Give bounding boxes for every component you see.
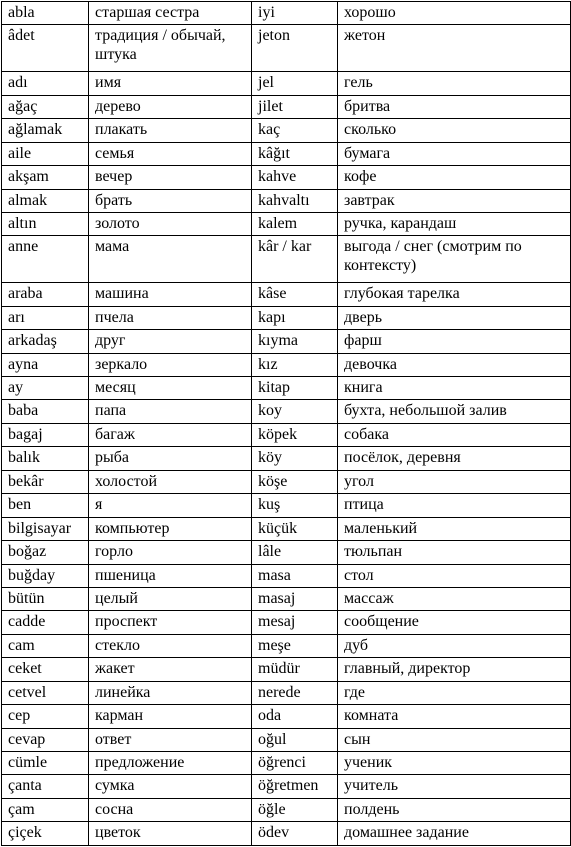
russian-translation-cell: плакать <box>89 119 252 142</box>
russian-translation-cell: предложение <box>89 752 252 775</box>
turkish-word-cell: ben <box>2 494 89 517</box>
turkish-word-cell: altın <box>2 212 89 235</box>
russian-translation-cell: пчела <box>89 306 252 329</box>
table-row <box>2 775 571 798</box>
russian-translation-cell: вечер <box>89 166 252 189</box>
russian-translation-cell: бухта, небольшой залив <box>338 400 571 423</box>
turkish-word-cell: öğretmen <box>252 775 338 798</box>
turkish-word-cell: abla <box>2 2 89 25</box>
russian-translation-cell: дверь <box>338 306 571 329</box>
turkish-word-cell: öğrenci <box>252 752 338 775</box>
turkish-word-cell: buğday <box>2 564 89 587</box>
russian-translation-cell: традиция / обычай, штука <box>89 25 252 72</box>
table-row <box>2 142 571 165</box>
turkish-word-cell: baba <box>2 400 89 423</box>
russian-translation-cell: горло <box>89 541 252 564</box>
russian-translation-cell: кофе <box>338 166 571 189</box>
russian-translation-cell: семья <box>89 142 252 165</box>
russian-translation-cell: комната <box>338 705 571 728</box>
russian-translation-cell: бритва <box>338 95 571 118</box>
russian-translation-cell: ручка, карандаш <box>338 212 571 235</box>
table-row <box>2 705 571 728</box>
russian-translation-cell: дерево <box>89 95 252 118</box>
turkish-word-cell: âdet <box>2 25 89 72</box>
russian-translation-cell: старшая сестра <box>89 2 252 25</box>
turkish-word-cell: oda <box>252 705 338 728</box>
table-row <box>2 517 571 540</box>
russian-translation-cell: бумага <box>338 142 571 165</box>
turkish-word-cell: bekâr <box>2 470 89 493</box>
turkish-word-cell: köy <box>252 447 338 470</box>
turkish-word-cell: aile <box>2 142 89 165</box>
turkish-word-cell: jeton <box>252 25 338 72</box>
russian-translation-cell: сын <box>338 728 571 751</box>
turkish-word-cell: küçük <box>252 517 338 540</box>
turkish-word-cell: jel <box>252 72 338 95</box>
turkish-word-cell: bagaj <box>2 423 89 446</box>
russian-translation-cell: гель <box>338 72 571 95</box>
table-row <box>2 470 571 493</box>
table-row <box>2 447 571 470</box>
russian-translation-cell: сколько <box>338 119 571 142</box>
russian-translation-cell: девочка <box>338 353 571 376</box>
turkish-word-cell: bütün <box>2 587 89 610</box>
table-row <box>2 25 571 72</box>
russian-translation-cell: полдень <box>338 798 571 821</box>
turkish-word-cell: ağaç <box>2 95 89 118</box>
table-row <box>2 166 571 189</box>
russian-translation-cell: проспект <box>89 611 252 634</box>
turkish-word-cell: kuş <box>252 494 338 517</box>
turkish-word-cell: kâr / kar <box>252 236 338 283</box>
turkish-word-cell: kâse <box>252 283 338 306</box>
turkish-word-cell: iyi <box>252 2 338 25</box>
russian-translation-cell: целый <box>89 587 252 610</box>
russian-translation-cell: птица <box>338 494 571 517</box>
russian-translation-cell: домашнее задание <box>338 822 571 846</box>
russian-translation-cell: посёлок, деревня <box>338 447 571 470</box>
table-row <box>2 353 571 376</box>
turkish-word-cell: cam <box>2 634 89 657</box>
turkish-word-cell: adı <box>2 72 89 95</box>
turkish-word-cell: ceket <box>2 658 89 681</box>
table-row <box>2 400 571 423</box>
russian-translation-cell: мама <box>89 236 252 283</box>
turkish-word-cell: kalem <box>252 212 338 235</box>
table-row <box>2 377 571 400</box>
turkish-word-cell: meşe <box>252 634 338 657</box>
turkish-word-cell: jilet <box>252 95 338 118</box>
table-row <box>2 587 571 610</box>
turkish-word-cell: oğul <box>252 728 338 751</box>
russian-translation-cell: холостой <box>89 470 252 493</box>
russian-translation-cell: сообщение <box>338 611 571 634</box>
turkish-word-cell: köpek <box>252 423 338 446</box>
russian-translation-cell: ответ <box>89 728 252 751</box>
russian-translation-cell: компьютер <box>89 517 252 540</box>
turkish-word-cell: kaç <box>252 119 338 142</box>
table-row <box>2 95 571 118</box>
russian-translation-cell: где <box>338 681 571 704</box>
table-row <box>2 189 571 212</box>
russian-translation-cell: завтрак <box>338 189 571 212</box>
turkish-word-cell: boğaz <box>2 541 89 564</box>
turkish-word-cell: köşe <box>252 470 338 493</box>
turkish-word-cell: ayna <box>2 353 89 376</box>
russian-translation-cell: выгода / снег (смотрим по контексту) <box>338 236 571 283</box>
russian-translation-cell: багаж <box>89 423 252 446</box>
turkish-word-cell: arı <box>2 306 89 329</box>
turkish-word-cell: lâle <box>252 541 338 564</box>
russian-translation-cell: учитель <box>338 775 571 798</box>
turkish-word-cell: anne <box>2 236 89 283</box>
russian-translation-cell: золото <box>89 212 252 235</box>
table-row <box>2 423 571 446</box>
table-row <box>2 822 571 846</box>
turkish-word-cell: masa <box>252 564 338 587</box>
table-row <box>2 2 571 25</box>
turkish-word-cell: ağlamak <box>2 119 89 142</box>
turkish-word-cell: nerede <box>252 681 338 704</box>
table-row <box>2 658 571 681</box>
turkish-word-cell: araba <box>2 283 89 306</box>
turkish-word-cell: cümle <box>2 752 89 775</box>
table-row <box>2 541 571 564</box>
russian-translation-cell: книга <box>338 377 571 400</box>
russian-translation-cell: фарш <box>338 330 571 353</box>
russian-translation-cell: машина <box>89 283 252 306</box>
table-row <box>2 681 571 704</box>
russian-translation-cell: жетон <box>338 25 571 72</box>
turkish-word-cell: almak <box>2 189 89 212</box>
russian-translation-cell: зеркало <box>89 353 252 376</box>
table-row <box>2 306 571 329</box>
russian-translation-cell: линейка <box>89 681 252 704</box>
turkish-word-cell: cep <box>2 705 89 728</box>
turkish-word-cell: kâğıt <box>252 142 338 165</box>
table-row <box>2 330 571 353</box>
turkish-word-cell: çanta <box>2 775 89 798</box>
turkish-word-cell: ödev <box>252 822 338 846</box>
russian-translation-cell: ученик <box>338 752 571 775</box>
russian-translation-cell: папа <box>89 400 252 423</box>
russian-translation-cell: сосна <box>89 798 252 821</box>
turkish-word-cell: mesaj <box>252 611 338 634</box>
russian-translation-cell: угол <box>338 470 571 493</box>
turkish-word-cell: kitap <box>252 377 338 400</box>
turkish-word-cell: cetvel <box>2 681 89 704</box>
russian-translation-cell: пшеница <box>89 564 252 587</box>
russian-translation-cell: рыба <box>89 447 252 470</box>
russian-translation-cell: собака <box>338 423 571 446</box>
turkish-word-cell: kahve <box>252 166 338 189</box>
turkish-word-cell: öğle <box>252 798 338 821</box>
table-row <box>2 728 571 751</box>
vocabulary-table <box>1 1 571 846</box>
turkish-word-cell: arkadaş <box>2 330 89 353</box>
russian-translation-cell: дуб <box>338 634 571 657</box>
russian-translation-cell: тюльпан <box>338 541 571 564</box>
russian-translation-cell: сумка <box>89 775 252 798</box>
table-row <box>2 564 571 587</box>
table-row <box>2 798 571 821</box>
russian-translation-cell: хорошо <box>338 2 571 25</box>
turkish-word-cell: kahvaltı <box>252 189 338 212</box>
table-row <box>2 494 571 517</box>
turkish-word-cell: ay <box>2 377 89 400</box>
russian-translation-cell: главный, директор <box>338 658 571 681</box>
turkish-word-cell: bilgisayar <box>2 517 89 540</box>
turkish-word-cell: balık <box>2 447 89 470</box>
turkish-word-cell: müdür <box>252 658 338 681</box>
table-row <box>2 72 571 95</box>
turkish-word-cell: masaj <box>252 587 338 610</box>
russian-translation-cell: массаж <box>338 587 571 610</box>
table-row <box>2 212 571 235</box>
russian-translation-cell: карман <box>89 705 252 728</box>
russian-translation-cell: жакет <box>89 658 252 681</box>
russian-translation-cell: стол <box>338 564 571 587</box>
turkish-word-cell: akşam <box>2 166 89 189</box>
russian-translation-cell: я <box>89 494 252 517</box>
russian-translation-cell: брать <box>89 189 252 212</box>
table-row <box>2 611 571 634</box>
russian-translation-cell: друг <box>89 330 252 353</box>
turkish-word-cell: kıyma <box>252 330 338 353</box>
turkish-word-cell: çiçek <box>2 822 89 846</box>
turkish-word-cell: kız <box>252 353 338 376</box>
turkish-word-cell: cevap <box>2 728 89 751</box>
turkish-word-cell: koy <box>252 400 338 423</box>
russian-translation-cell: месяц <box>89 377 252 400</box>
table-row <box>2 236 571 283</box>
russian-translation-cell: стекло <box>89 634 252 657</box>
russian-translation-cell: маленький <box>338 517 571 540</box>
table-row <box>2 752 571 775</box>
table-row <box>2 283 571 306</box>
vocabulary-table-body <box>2 2 571 846</box>
turkish-word-cell: cadde <box>2 611 89 634</box>
turkish-word-cell: kapı <box>252 306 338 329</box>
russian-translation-cell: глубокая тарелка <box>338 283 571 306</box>
russian-translation-cell: имя <box>89 72 252 95</box>
russian-translation-cell: цветок <box>89 822 252 846</box>
turkish-word-cell: çam <box>2 798 89 821</box>
table-row <box>2 119 571 142</box>
table-row <box>2 634 571 657</box>
